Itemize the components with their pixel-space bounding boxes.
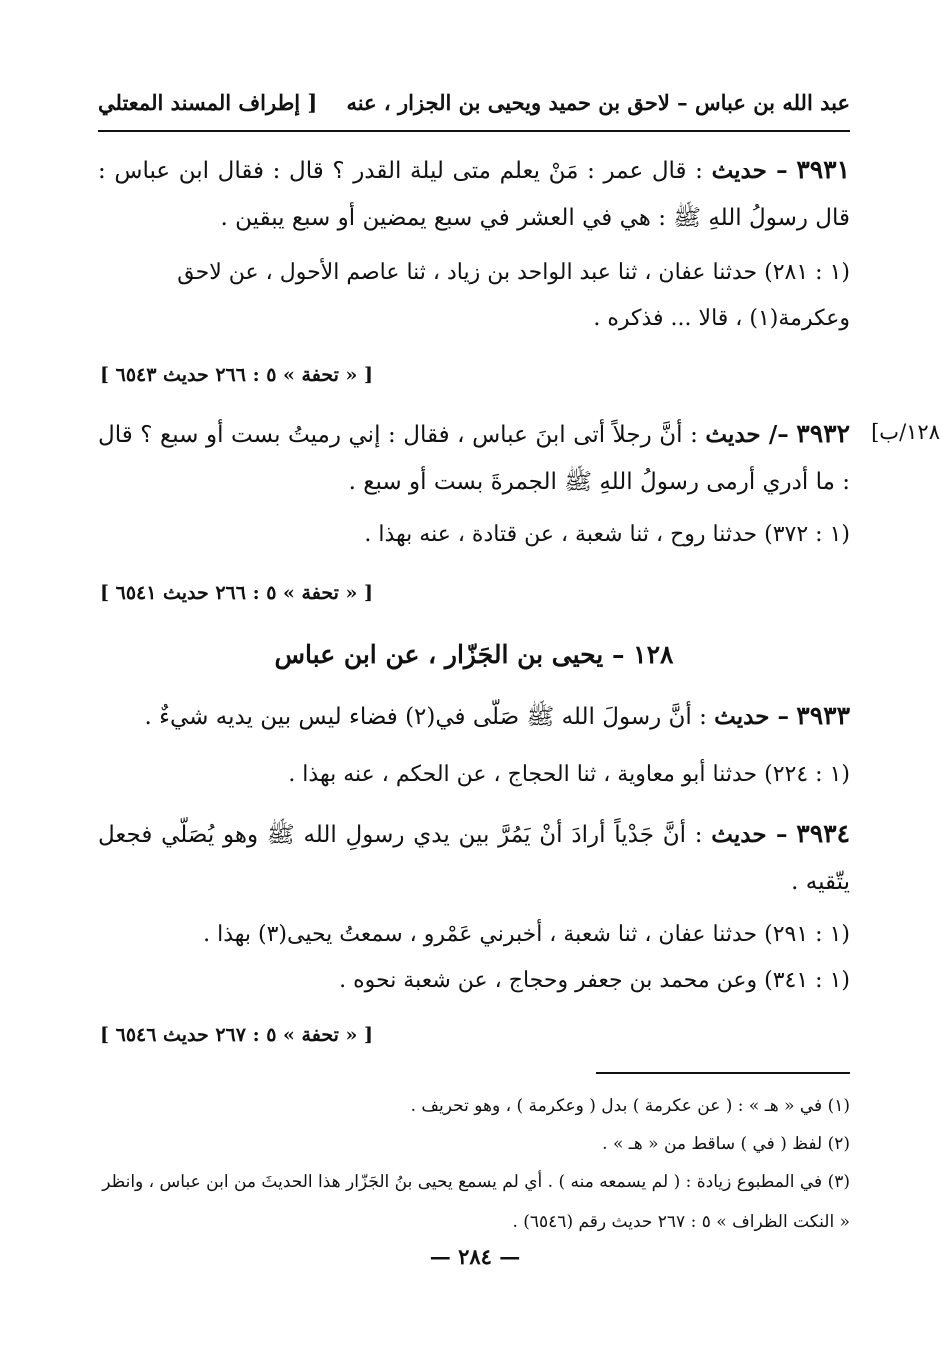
hadith-keyword: – حديث [711,157,788,184]
page-number: — ٢٨٤ — [429,1244,521,1269]
section-heading: ١٢٨ – يحيى بن الجَزّار ، عن ابن عباس [274,640,674,669]
hadith-3933 [98,692,850,741]
hadith-number: ٣٩٣٤ [796,819,850,848]
footnote-1: (١) في « هـ » : ( عن عكرمة ) بدل ( وعكرمة ) ، وهو تحريف . [410,1096,850,1116]
hadith-keyword: –/ حديث [705,421,789,448]
footnote-2: (٢) لفظ ( في ) ساقط من « هـ » . [602,1134,850,1154]
hadith-text: : أنَّ جَدْياً أرادَ أنْ يَمُرَّ بين يدي رسولِ الله ﷺ وهو يُصَلّي فجعل يتّقيه . [98,822,850,895]
hadith-3931 [98,146,850,242]
hadith-keyword: – حديث [711,821,788,848]
hadith-text: : أنَّ رسولَ الله ﷺ صَلّى في(٢) فضاء ليس بين يديه شيءٌ . [144,704,707,730]
tuhfa-ref-3934: [ « تحفة » ٥ : ٢٦٧ حديث ٦٥٤٦ ] [100,1024,373,1046]
isnad-3931: (١ : ٢٨١) حدثنا عفان ، ثنا عبد الواحد بن زياد ، ثنا عاصم الأحول ، عن لاحق وعكرمة(١) ، قالا ... فذكره . [177,260,850,331]
header-book-title: [ إطراف المسند المعتلي [98,90,318,115]
header-rule [98,130,850,132]
hadith-number: ٣٩٣٣ [796,701,850,730]
isnad-3932: (١ : ٣٧٢) حدثنا روح ، ثنا شعبة ، عن قتادة ، عنه بهذا . [364,522,850,547]
isnad-3933: (١ : ٢٢٤) حدثنا أبو معاوية ، ثنا الحجاج ، عن الحكم ، عنه بهذا . [288,762,850,787]
footnote-rule [596,1072,850,1074]
tuhfa-ref-3932: [ « تحفة » ٥ : ٢٦٦ حديث ٦٥٤١ ] [100,582,373,604]
hadith-3934 [98,810,850,906]
tuhfa-ref-3931: [ « تحفة » ٥ : ٢٦٦ حديث ٦٥٤٣ ] [100,364,373,386]
hadith-3932 [98,410,850,506]
hadith-number: ٣٩٣١ [796,155,851,184]
running-header [98,88,850,128]
hadith-text: : أنَّ رجلاً أتى ابنَ عباس ، فقال : إني رميتُ بست أو سبع ؟ قال : ما أدري أرمى رسولُ اللهِ ﷺ الجمرةَ بست أو سبع . [98,422,850,495]
isnad-3934-a: (١ : ٢٩١) حدثنا عفان ، ثنا شعبة ، أخبرني عَمْرو ، سمعتُ يحيى(٣) بهذا . [203,922,850,947]
hadith-text: : قال عمر : مَنْ يعلم متى ليلة القدر ؟ قال : فقال ابن عباس : قال رسولُ اللهِ ﷺ : هي في العشر في سبع يمضين أو سبع يبقين . [98,158,850,231]
margin-folio-marker: ١٢٨/ب] [871,420,940,444]
hadith-keyword: – حديث [714,703,789,730]
isnad-3934-b: (١ : ٣٤١) وعن محمد بن جعفر وحجاج ، عن شعبة نحوه . [339,968,850,993]
hadith-number: ٣٩٣٢ [796,419,851,448]
footnote-3: (٣) في المطبوع زيادة : ( لم يسمعه منه ) . أي لم يسمع يحيى بنُ الجَزّار هذا الحديثَ من ابن عباس ، وانظر « النكت الظراف » ٥ : ٢٦٧ حديث رقم (٦٥٤٦) . [102,1172,850,1232]
header-title: عبد الله بن عباس – لاحق بن حميد ويحيى بن الجزار ، عنه [346,90,850,115]
